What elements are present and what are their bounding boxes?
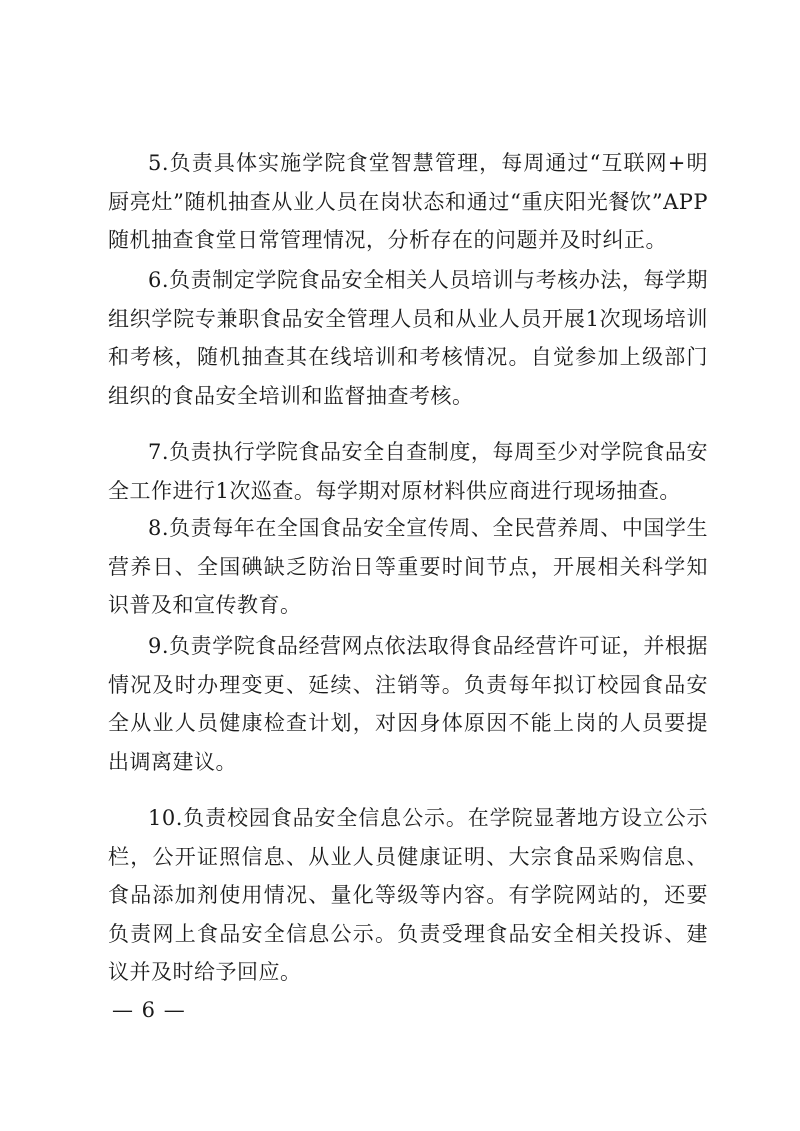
page-number: — 6 — — [112, 998, 186, 1022]
paragraph-item-10: 10.负责校园食品安全信息公示。在学院显著地方设立公示栏，公开证照信息、从业人员健康证明、大宗食品采购信息、食品添加剂使用情况、量化等级等内容。有学院网站的，还要负责网上食品安全信息公示。负责受理食品安全相关投诉、建议并及时给予回应。 — [108, 806, 708, 985]
paragraph-item-5: 5.负责具体实施学院食堂智慧管理，每周通过“互联网+明厨亮灶”随机抽查从业人员在岗状态和通过“重庆阳光餐饮”APP随机抽查食堂日常管理情况，分析存在的问题并及时纠正。 — [108, 151, 708, 253]
paragraph-item-8: 8.负责每年在全国食品安全宣传周、全民营养周、中国学生营养日、全国碘缺乏防治日等重要时间节点，开展相关科学知识普及和宣传教育。 — [108, 516, 708, 618]
paragraph-item-9: 9.负责学院食品经营网点依法取得食品经营许可证，并根据情况及时办理变更、延续、注销等。负责每年拟订校园食品安全从业人员健康检查计划，对因身体原因不能上岗的人员要提出调离建议。 — [108, 634, 708, 774]
paragraph-item-6: 6.负责制定学院食品安全相关人员培训与考核办法，每学期组织学院专兼职食品安全管理人员和从业人员开展1次现场培训和考核，随机抽查其在线培训和考核情况。自觉参加上级部门组织的食品安全培训和监督抽查考核。 — [108, 268, 708, 408]
paragraph-item-7: 7.负责执行学院食品安全自查制度，每周至少对学院食品安全工作进行1次巡查。每学期对原材料供应商进行现场抽查。 — [108, 440, 708, 503]
